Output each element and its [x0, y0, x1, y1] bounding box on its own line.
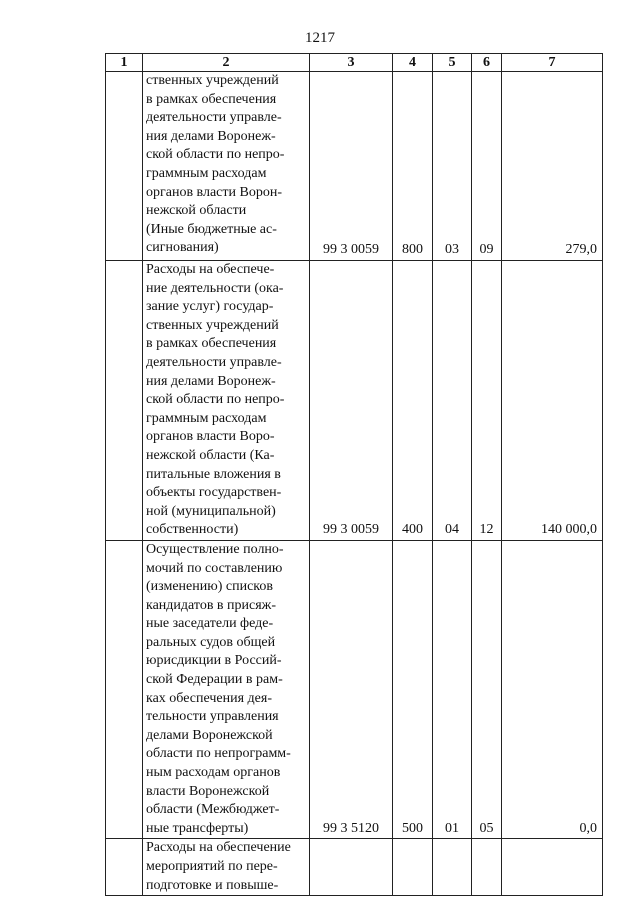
code-cell: 99 3 0059	[310, 261, 393, 541]
description-line: объекты государствен-	[146, 485, 282, 501]
description-line: ральных судов общей	[146, 634, 276, 650]
description-line: Расходы на обеспече-	[146, 262, 275, 277]
description-cell	[143, 261, 310, 541]
description-line: ской области по непро-	[146, 147, 285, 163]
header-col-4: 4	[393, 54, 433, 72]
subsection-cell	[472, 839, 502, 896]
description-line: ния делами Воронеж-	[146, 128, 276, 144]
description-line: ные трансферты)	[146, 820, 249, 836]
description-line: (изменению) списков	[146, 579, 273, 595]
description-line: в рамках обеспечения	[146, 336, 277, 352]
code-cell: 99 3 0059	[310, 72, 393, 261]
expense-type-cell: 400	[393, 261, 433, 541]
table-row	[106, 839, 603, 896]
header-col-6: 6	[472, 54, 502, 72]
code-cell: 99 3 5120	[310, 540, 393, 839]
description-line: собственности)	[146, 522, 239, 538]
header-col-3: 3	[310, 54, 393, 72]
description-line: (Иные бюджетные ас-	[146, 221, 277, 237]
description-line: органов власти Воро-	[146, 429, 275, 445]
description-line: ской Федерации в рам-	[146, 672, 283, 688]
expense-type-cell	[393, 839, 433, 896]
description-line: нежской области	[146, 203, 247, 219]
table-row	[106, 261, 603, 541]
description-line: ние деятельности (ока-	[146, 280, 284, 296]
description-line: области (Межбюджет-	[146, 802, 280, 818]
description-cell	[143, 540, 310, 839]
description-line: нежской области (Ка-	[146, 447, 275, 463]
description-line: питальные вложения в	[146, 466, 281, 482]
description-line: деятельности управле-	[146, 110, 282, 126]
subsection-cell: 05	[472, 540, 502, 839]
description-line: ственных учреждений	[146, 73, 279, 88]
description-cell	[143, 72, 310, 261]
row-number-cell	[106, 261, 143, 541]
description-line: делами Воронежской	[146, 727, 273, 743]
description-line: ной (муниципальной)	[146, 503, 276, 519]
code-cell	[310, 839, 393, 896]
description-line: кандидатов в присяж-	[146, 597, 277, 613]
description-line: ным расходам органов	[146, 765, 281, 781]
budget-table	[105, 53, 603, 896]
description-line: области по непрограмм-	[146, 746, 291, 762]
description-line: граммным расходам	[146, 165, 267, 181]
description-line: сигнования)	[146, 240, 219, 256]
page-number: 1217	[305, 30, 335, 46]
table-row	[106, 540, 603, 839]
description-line: тельности управления	[146, 709, 279, 725]
section-cell: 01	[433, 540, 472, 839]
description-line: граммным расходам	[146, 410, 267, 426]
expense-type-cell: 800	[393, 72, 433, 261]
section-cell	[433, 839, 472, 896]
header-col-1: 1	[106, 54, 143, 72]
description-line: Осуществление полно-	[146, 541, 284, 557]
amount-cell	[502, 839, 603, 896]
description-line: органов власти Ворон-	[146, 184, 283, 200]
header-col-5: 5	[433, 54, 472, 72]
row-number-cell	[106, 540, 143, 839]
description-cell	[143, 839, 310, 896]
section-cell: 03	[433, 72, 472, 261]
description-line: зание услуг) государ-	[146, 299, 274, 315]
description-line: в рамках обеспечения	[146, 91, 277, 107]
table-row	[106, 72, 603, 261]
header-col-7: 7	[502, 54, 603, 72]
description-line: ках обеспечения дея-	[146, 690, 272, 706]
description-line: ской области по непро-	[146, 392, 285, 408]
amount-cell: 279,0	[502, 72, 603, 261]
subsection-cell: 09	[472, 72, 502, 261]
row-number-cell	[106, 72, 143, 261]
description-line: власти Воронежской	[146, 783, 270, 799]
description-line: деятельности управле-	[146, 354, 282, 370]
section-cell: 04	[433, 261, 472, 541]
header-col-2: 2	[143, 54, 310, 72]
description-line: мероприятий по пере-	[146, 859, 278, 874]
description-line: Расходы на обеспечение	[146, 840, 291, 856]
description-line: ственных учреждений	[146, 317, 279, 333]
table-header-row	[106, 54, 603, 72]
amount-cell: 140 000,0	[502, 261, 603, 541]
description-line: ния делами Воронеж-	[146, 373, 276, 389]
description-line: ные заседатели феде-	[146, 616, 274, 632]
amount-cell: 0,0	[502, 540, 603, 839]
row-number-cell	[106, 839, 143, 896]
expense-type-cell: 500	[393, 540, 433, 839]
subsection-cell: 12	[472, 261, 502, 541]
description-line: юрисдикции в Россий-	[146, 653, 282, 669]
description-line: подготовке и повыше-	[146, 877, 279, 893]
description-line: мочий по составлению	[146, 560, 283, 576]
